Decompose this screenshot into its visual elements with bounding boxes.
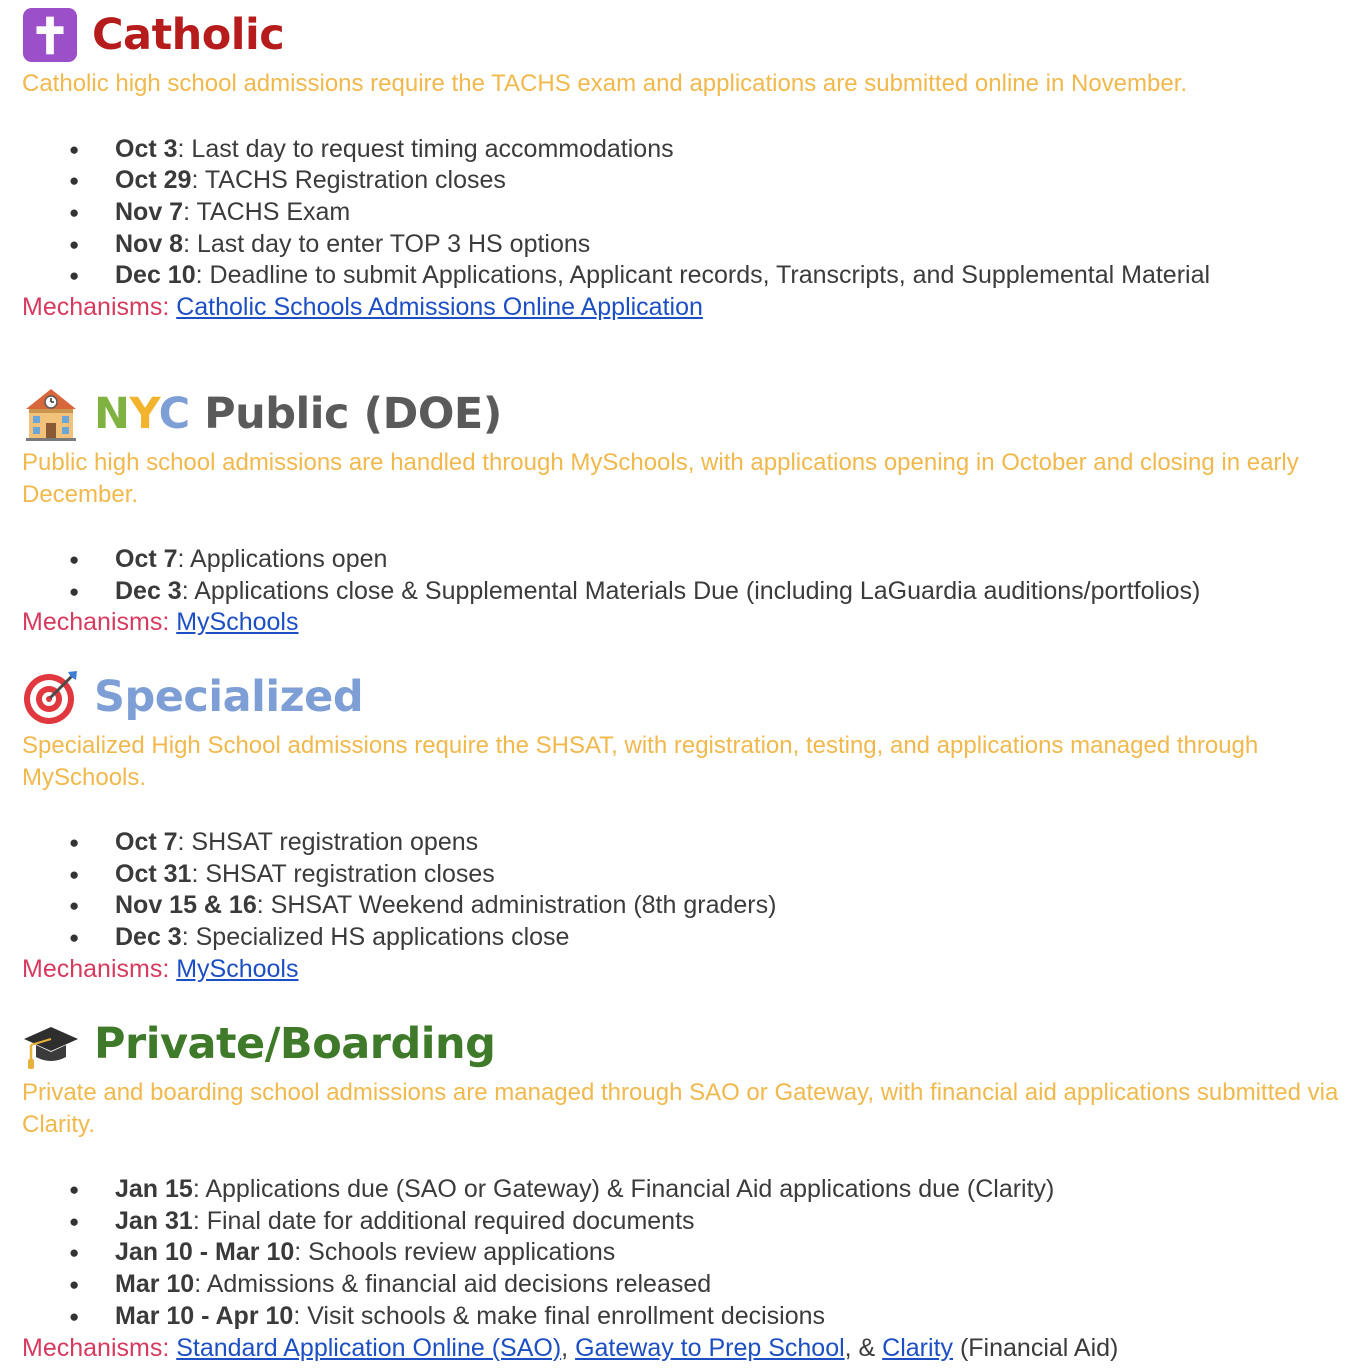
list-item: ● Dec 3: Specialized HS applications close bbox=[22, 922, 1360, 954]
date-list bbox=[22, 134, 1360, 293]
section-description: Specialized High School admissions require the SHSAT, with registration, testing, and applications managed through MySchools. bbox=[22, 732, 1259, 791]
section-description: Private and boarding school admissions are managed through SAO or Gateway, with financial aid applications submitted via Clarity. bbox=[22, 1079, 1339, 1138]
mechanisms-line bbox=[22, 607, 1360, 639]
list-item: ● Mar 10: Admissions & financial aid decisions released bbox=[22, 1269, 1360, 1301]
section-title: Specialized bbox=[94, 672, 364, 722]
section-description: Catholic high school admissions require the TACHS exam and applications are submitted online in November. bbox=[22, 70, 1188, 97]
list-item: ● Oct 7: Applications open bbox=[22, 544, 1360, 576]
section-specialized bbox=[22, 668, 1360, 986]
list-item: ● Dec 10: Deadline to submit Applications, Applicant records, Transcripts, and Supplemental Material bbox=[22, 260, 1360, 292]
mechanisms-label: Mechanisms: bbox=[22, 954, 170, 983]
list-item: ● Nov 15 & 16: SHSAT Weekend administration (8th graders) bbox=[22, 890, 1360, 922]
section-heading bbox=[22, 6, 1360, 64]
mechanisms-line: Mechanisms: Standard Application Online (SAO), Gateway to Prep School, & Clarity (Financial Aid) bbox=[22, 1333, 1119, 1362]
section-title: Catholic bbox=[92, 10, 285, 60]
mechanisms-label: Mechanisms: bbox=[22, 1333, 170, 1362]
myschools-link[interactable]: MySchools bbox=[176, 608, 299, 637]
cross-icon bbox=[22, 7, 78, 63]
section-title: NYC Public (DOE) bbox=[94, 389, 502, 439]
list-item: ● Jan 15: Applications due (SAO or Gateway) & Financial Aid applications due (Clarity) bbox=[22, 1174, 1360, 1206]
section-private-boarding bbox=[22, 1015, 1360, 1364]
mechanisms-line bbox=[22, 292, 1360, 324]
list-item: ● Dec 3: Applications close & Supplemental Materials Due (including LaGuardia auditions/portfolios) bbox=[22, 576, 1360, 608]
mechanisms-label: Mechanisms: bbox=[22, 608, 170, 637]
school-icon bbox=[22, 385, 80, 443]
list-item: ● Nov 8: Last day to enter TOP 3 HS options bbox=[22, 229, 1360, 261]
date-list bbox=[22, 1174, 1360, 1333]
section-heading bbox=[22, 1015, 1360, 1073]
mechanisms-line bbox=[22, 954, 1360, 986]
section-heading bbox=[22, 385, 1360, 443]
list-item: ● Mar 10 - Apr 10: Visit schools & make final enrollment decisions bbox=[22, 1301, 1360, 1333]
section-heading bbox=[22, 668, 1360, 726]
graduation-cap-icon bbox=[22, 1015, 80, 1073]
date-list bbox=[22, 544, 1360, 607]
date-list bbox=[22, 827, 1360, 954]
list-item: ● Nov 7: TACHS Exam bbox=[22, 197, 1360, 229]
list-item: ● Jan 31: Final date for additional required documents bbox=[22, 1206, 1360, 1238]
list-item: ● Oct 7: SHSAT registration opens bbox=[22, 827, 1360, 859]
gateway-link[interactable]: Gateway to Prep School bbox=[575, 1333, 845, 1362]
target-icon bbox=[22, 668, 80, 726]
list-item: ● Jan 10 - Mar 10: Schools review applications bbox=[22, 1237, 1360, 1269]
clarity-link[interactable]: Clarity bbox=[882, 1333, 954, 1362]
sao-link[interactable]: Standard Application Online (SAO) bbox=[176, 1333, 562, 1362]
section-title: Private/Boarding bbox=[94, 1019, 496, 1069]
mechanisms-label: Mechanisms: bbox=[22, 293, 170, 322]
list-item: ● Oct 31: SHSAT registration closes bbox=[22, 859, 1360, 891]
list-item: ● Oct 3: Last day to request timing accommodations bbox=[22, 134, 1360, 166]
section-description: Public high school admissions are handled through MySchools, with applications opening in October and closing in early December. bbox=[22, 449, 1299, 508]
list-item: ● Oct 29: TACHS Registration closes bbox=[22, 165, 1360, 197]
catholic-application-link[interactable]: Catholic Schools Admissions Online Application bbox=[176, 293, 703, 322]
section-catholic bbox=[22, 6, 1360, 324]
myschools-link[interactable]: MySchools bbox=[176, 954, 299, 983]
section-nyc-public bbox=[22, 385, 1360, 639]
